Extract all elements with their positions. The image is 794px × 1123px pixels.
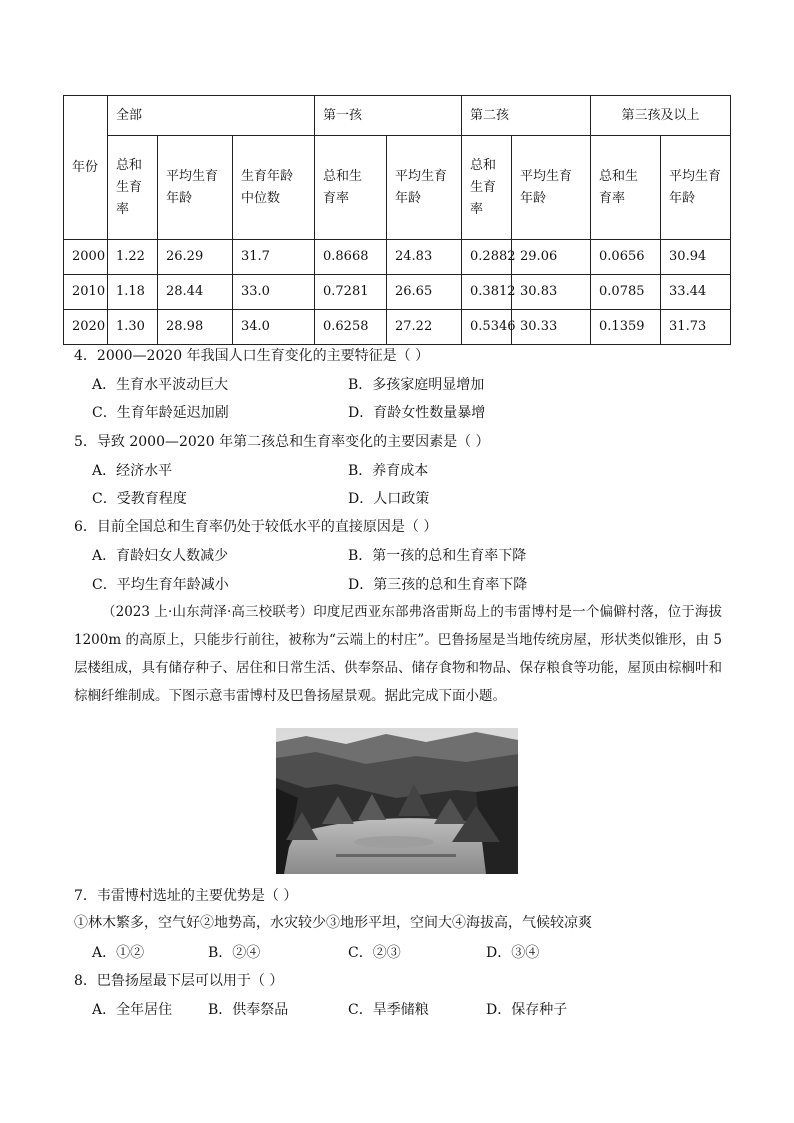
q5-option-a[interactable]: A．经济水平: [92, 463, 173, 479]
table-cell: 0.0785: [591, 275, 661, 310]
q6-option-d[interactable]: D．第三孩的总和生育率下降: [348, 577, 528, 593]
table-cell: 2020: [64, 309, 108, 344]
sub-header-first-mean-age: 平均生育年龄: [387, 136, 462, 240]
q8-option-c[interactable]: C．旱季储粮: [348, 1002, 429, 1018]
group-header-all: 全部: [108, 96, 315, 136]
sub-header-first-tfr: 总和生育率: [315, 136, 387, 240]
q4-option-c[interactable]: C．生育年龄延迟加剧: [92, 405, 229, 421]
group-header-third-child: 第三孩及以上: [591, 96, 731, 136]
sub-header-second-mean-age: 平均生育年龄: [512, 136, 591, 240]
question-6-stem: 6．目前全国总和生育率仍处于较低水平的直接原因是（ ）: [74, 519, 438, 535]
table-cell: 29.06: [512, 240, 591, 275]
table-cell: 0.7281: [315, 275, 387, 310]
q4-option-a[interactable]: A．生育水平波动巨大: [92, 377, 229, 393]
table-cell: 0.0656: [591, 240, 661, 275]
question-5-stem: 5．导致 2000—2020 年第二孩总和生育率变化的主要因素是（ ）: [74, 434, 490, 450]
table-cell: 1.30: [108, 309, 158, 344]
table-cell: 28.98: [158, 309, 233, 344]
question-8-stem: 8．巴鲁扬屋最下层可以用于（ ）: [74, 973, 284, 989]
village-landscape-photo: [276, 728, 518, 874]
q8-option-a[interactable]: A．全年居住: [92, 1002, 173, 1018]
group-header-first-child: 第一孩: [315, 96, 462, 136]
sub-header-third-tfr: 总和生育率: [591, 136, 661, 240]
q7-option-d[interactable]: D．③④: [486, 945, 540, 961]
table-cell: 33.44: [661, 275, 731, 310]
q6-option-a[interactable]: A．育龄妇女人数减少: [92, 548, 229, 564]
table-cell: 0.6258: [315, 309, 387, 344]
table-cell: 30.83: [512, 275, 591, 310]
sub-header-third-mean-age: 平均生育年龄: [661, 136, 731, 240]
q4-option-b[interactable]: B．多孩家庭明显增加: [348, 377, 485, 393]
table-row: [64, 240, 731, 275]
table-cell: 1.18: [108, 275, 158, 310]
table-cell: 0.2882: [462, 240, 512, 275]
table-cell: 2000: [64, 240, 108, 275]
q4-option-d[interactable]: D．育龄女性数量暴增: [348, 405, 486, 421]
q8-option-b[interactable]: B．供奉祭品: [208, 1002, 289, 1018]
q8-option-d[interactable]: D．保存种子: [486, 1002, 568, 1018]
table-cell: 24.83: [387, 240, 462, 275]
table-cell: 27.22: [387, 309, 462, 344]
sub-header-all-mean-age: 平均生育年龄: [158, 136, 233, 240]
table-cell: 28.44: [158, 275, 233, 310]
fertility-table: [63, 95, 731, 345]
table-cell: 1.22: [108, 240, 158, 275]
table-group-header-row: [64, 96, 731, 136]
sub-header-all-median-age: 生育年龄中位数: [233, 136, 315, 240]
table-sub-header-row: [64, 136, 731, 240]
q6-option-b[interactable]: B．第一孩的总和生育率下降: [348, 548, 527, 564]
reading-passage: （2023 上·山东菏泽·高三校联考）印度尼西亚东部弗洛雷斯岛上的韦雷博村是一个偏僻村落，位于海拔 1200m 的高原上，只能步行前往，被称为“云端上的村庄”。巴鲁扬屋是当地传统房屋，形状类似锥形，由 5 层楼组成，具有储存种子、居住和日常生活、供奉祭品、储存食物和物品、保存粮食等功能，屋顶由棕榈叶和棕榈纤维制成。下图示意韦雷博村及巴鲁扬屋景观。据此完成下面小题。: [74, 604, 722, 704]
q6-option-c[interactable]: C．平均生育年龄减小: [92, 577, 229, 593]
sub-header-second-tfr: 总和生育率: [462, 136, 512, 240]
table-row: [64, 309, 731, 344]
q5-option-b[interactable]: B．养育成本: [348, 463, 429, 479]
q7-option-b[interactable]: B．②④: [208, 945, 261, 961]
table-cell: 2010: [64, 275, 108, 310]
sub-header-all-tfr: 总和生育率: [108, 136, 158, 240]
table-cell: 0.1359: [591, 309, 661, 344]
q7-statements: ①林木繁多，空气好②地势高，水灾较少③地形平坦，空间大④海拔高，气候较凉爽: [74, 915, 592, 931]
table-cell: 0.3812: [462, 275, 512, 310]
table-cell: 30.33: [512, 309, 591, 344]
table-cell: 26.65: [387, 275, 462, 310]
q7-option-a[interactable]: A．①②: [92, 945, 145, 961]
question-7-stem: 7．韦雷博村选址的主要优势是（ ）: [74, 888, 298, 904]
table-cell: 26.29: [158, 240, 233, 275]
question-4-stem: 4．2000—2020 年我国人口生育变化的主要特征是（ ）: [74, 348, 430, 364]
table-cell: 30.94: [661, 240, 731, 275]
q5-option-c[interactable]: C．受教育程度: [92, 491, 187, 507]
table-cell: 0.5346: [462, 309, 512, 344]
table-row: [64, 275, 731, 310]
table-cell: 33.0: [233, 275, 315, 310]
table-cell: 0.8668: [315, 240, 387, 275]
q7-option-c[interactable]: C．②③: [348, 945, 401, 961]
table-cell: 31.7: [233, 240, 315, 275]
table-cell: 31.73: [661, 309, 731, 344]
year-header: 年份: [64, 96, 108, 240]
q5-option-d[interactable]: D．人口政策: [348, 491, 430, 507]
group-header-second-child: 第二孩: [462, 96, 591, 136]
table-cell: 34.0: [233, 309, 315, 344]
